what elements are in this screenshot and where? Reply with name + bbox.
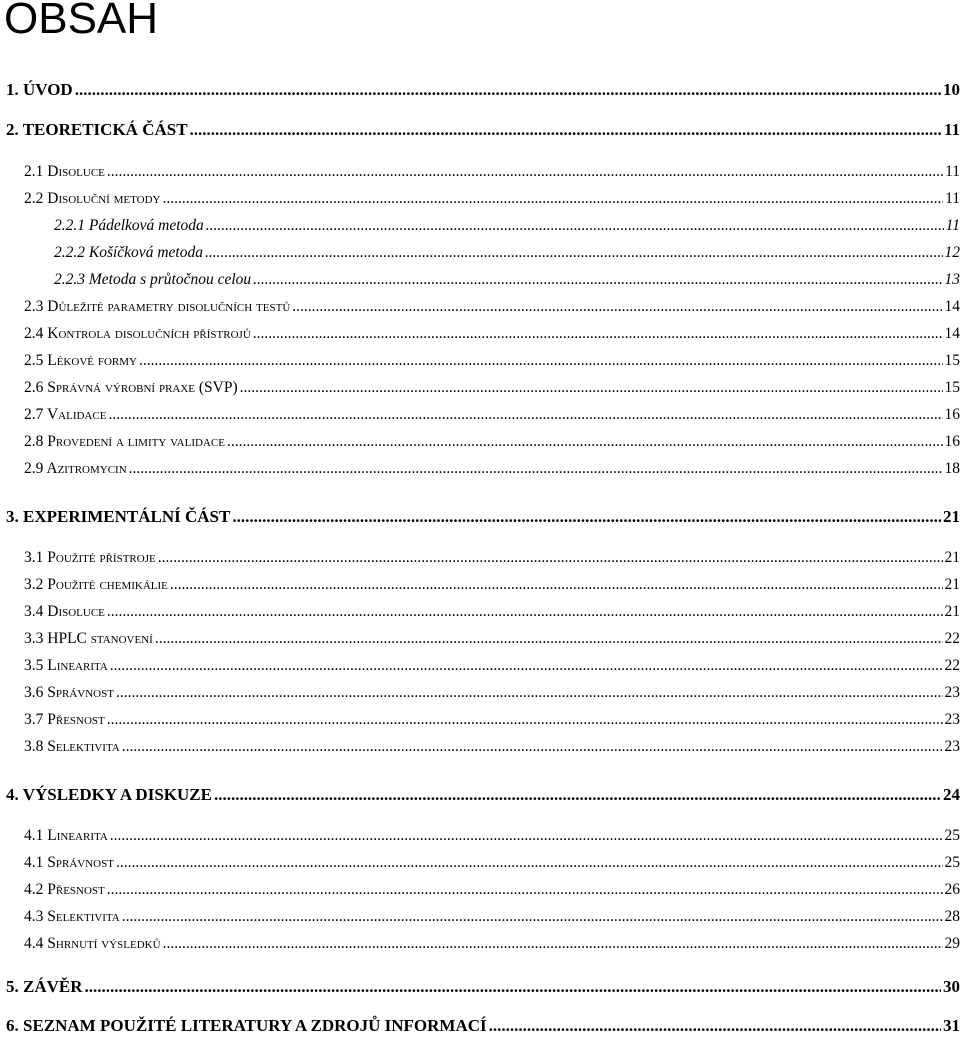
dot-leader [190, 119, 942, 141]
toc-entry-title: 2. TEORETICKÁ ČÁST [6, 120, 188, 139]
toc-entry-page: 16 [944, 406, 960, 423]
toc-entry[interactable] [6, 506, 960, 528]
toc-entry-page: 15 [944, 379, 960, 396]
toc-entry-page: 31 [943, 1016, 960, 1035]
toc-entry-title: 2.5 Lékové formy [24, 352, 137, 369]
toc-entry[interactable] [24, 682, 960, 704]
dot-leader [122, 906, 943, 928]
toc-entry[interactable] [24, 736, 960, 758]
dot-leader [232, 506, 941, 528]
dot-leader [155, 628, 943, 650]
toc-entry[interactable] [24, 601, 960, 623]
dot-leader [163, 188, 944, 210]
toc-entry-title: 2.9 Azitromycin [24, 460, 127, 477]
toc-entry-title: 2.1 Disoluce [24, 163, 105, 180]
toc-entry-title: 2.4 Kontrola disolučních přístrojů [24, 325, 251, 342]
toc-entry-title: 4.4 Shrnutí výsledků [24, 935, 161, 952]
toc-entry-title: 4.1 Správnost [24, 854, 114, 871]
toc-entry-title: 2.6 Správná výrobní praxe (SVP) [24, 379, 238, 396]
page-title: OBSAH [4, 0, 159, 43]
dot-leader [214, 784, 941, 806]
toc-entry-page: 21 [944, 549, 960, 566]
toc-entry-page: 11 [945, 190, 960, 207]
toc-entry-page: 25 [944, 854, 960, 871]
toc-entry-page: 26 [944, 881, 960, 898]
dot-leader [75, 79, 941, 101]
toc-entry[interactable] [24, 879, 960, 901]
dot-leader [158, 547, 943, 569]
toc-entry[interactable] [24, 825, 960, 847]
toc-entry[interactable] [24, 547, 960, 569]
dot-leader [110, 825, 943, 847]
toc-entry-title: 3. EXPERIMENTÁLNÍ ČÁST [6, 507, 231, 526]
dot-leader [292, 296, 942, 318]
dot-leader [122, 736, 943, 758]
toc-entry-page: 23 [944, 738, 960, 755]
toc-entry[interactable] [6, 79, 960, 101]
dot-leader [85, 976, 941, 998]
toc-entry-title: 6. SEZNAM POUŽITÉ LITERATURY A ZDROJŮ INFORMACÍ [6, 1016, 487, 1035]
toc-entry-page: 21 [943, 507, 960, 526]
toc-entry-page: 28 [944, 908, 960, 925]
dot-leader [110, 655, 943, 677]
toc-entry-title: 3.6 Správnost [24, 684, 114, 701]
toc-entry[interactable] [24, 404, 960, 426]
toc-entry-page: 11 [945, 217, 960, 234]
toc-entry-page: 11 [945, 163, 960, 180]
toc-entry-title: 2.2.3 Metoda s průtočnou celou [54, 271, 252, 288]
toc-entry-title: 2.3 Důležité parametry disolučních testů [24, 298, 291, 315]
dot-leader [129, 458, 943, 480]
dot-leader [240, 377, 943, 399]
toc-entry-title: 3.7 Přesnost [24, 711, 105, 728]
toc-entry-page: 12 [944, 244, 960, 261]
toc-entry-page: 22 [944, 630, 960, 647]
toc-entry-page: 21 [944, 576, 960, 593]
toc-entry[interactable] [24, 655, 960, 677]
dot-leader [107, 709, 943, 731]
toc-entry-title: 3.5 Linearita [24, 657, 108, 674]
toc-entry-page: 18 [944, 460, 960, 477]
dot-leader [107, 601, 943, 623]
toc-entry[interactable] [54, 242, 960, 264]
dot-leader [227, 431, 943, 453]
toc-entry-title: 4.1 Linearita [24, 827, 108, 844]
toc-entry-title: 4.2 Přesnost [24, 881, 105, 898]
toc-entry-title: 2.2.1 Pádelková metoda [54, 217, 204, 234]
toc-entry[interactable] [24, 628, 960, 650]
toc-entry-page: 11 [943, 120, 960, 139]
toc-entry-page: 25 [944, 827, 960, 844]
toc-entry[interactable] [24, 296, 960, 318]
dot-leader [253, 269, 942, 291]
toc-entry-title: 2.7 Validace [24, 406, 107, 423]
toc-entry-page: 13 [944, 271, 960, 288]
dot-leader [205, 242, 943, 264]
toc-entry-page: 14 [944, 325, 960, 342]
toc-entry-title: 2.2 Disoluční metody [24, 190, 161, 207]
toc-entry-title: 4.3 Selektivita [24, 908, 120, 925]
toc-entry-page: 16 [944, 433, 960, 450]
toc-entry-title: 3.1 Použité přístroje [24, 549, 156, 566]
toc-entry-title: 5. ZÁVĚR [6, 977, 83, 996]
toc-entry-page: 24 [943, 785, 960, 804]
toc-entry-page: 23 [944, 711, 960, 728]
toc-entry[interactable] [6, 119, 960, 141]
toc-entry[interactable] [24, 350, 960, 372]
dot-leader [253, 323, 943, 345]
toc-entry-page: 22 [944, 657, 960, 674]
toc-entry[interactable] [24, 188, 960, 210]
dot-leader [170, 574, 943, 596]
toc-entry-page: 30 [943, 977, 960, 996]
toc-entry-title: 1. ÚVOD [6, 80, 73, 99]
toc-entry[interactable] [24, 709, 960, 731]
dot-leader [206, 215, 944, 237]
toc-entry-title: 3.2 Použité chemikálie [24, 576, 168, 593]
toc-entry[interactable] [24, 458, 960, 480]
toc-entry-title: 2.2.2 Košíčková metoda [54, 244, 203, 261]
toc-entry[interactable] [24, 574, 960, 596]
dot-leader [489, 1015, 941, 1037]
toc-entry-title: 3.8 Selektivita [24, 738, 120, 755]
toc-entry-page: 15 [944, 352, 960, 369]
dot-leader [163, 933, 943, 955]
toc-entry-title: 3.3 HPLC stanovení [24, 630, 153, 647]
toc-entry-page: 21 [944, 603, 960, 620]
toc-entry[interactable] [24, 161, 960, 183]
toc-entry[interactable] [24, 906, 960, 928]
toc-entry[interactable] [24, 377, 960, 399]
toc-entry-title: 4. VÝSLEDKY A DISKUZE [6, 785, 212, 804]
toc-entry[interactable] [6, 976, 960, 998]
dot-leader [108, 404, 942, 426]
toc-entry[interactable] [6, 784, 960, 806]
toc-entry-title: 2.8 Provedení a limity validace [24, 433, 225, 450]
toc-entry-title: 3.4 Disoluce [24, 603, 105, 620]
toc-entry-page: 23 [944, 684, 960, 701]
dot-leader [139, 350, 943, 372]
dot-leader [107, 161, 943, 183]
dot-leader [116, 852, 943, 874]
dot-leader [116, 682, 943, 704]
toc-entry-page: 29 [944, 935, 960, 952]
toc-entry[interactable] [54, 269, 960, 291]
toc-entry[interactable] [24, 852, 960, 874]
toc-entry[interactable] [24, 323, 960, 345]
toc-entry[interactable] [54, 215, 960, 237]
toc-entry[interactable] [24, 933, 960, 955]
toc-entry-page: 10 [943, 80, 960, 99]
toc-entry[interactable] [6, 1015, 960, 1037]
dot-leader [107, 879, 943, 901]
toc-entry-page: 14 [944, 298, 960, 315]
toc-entry[interactable] [24, 431, 960, 453]
